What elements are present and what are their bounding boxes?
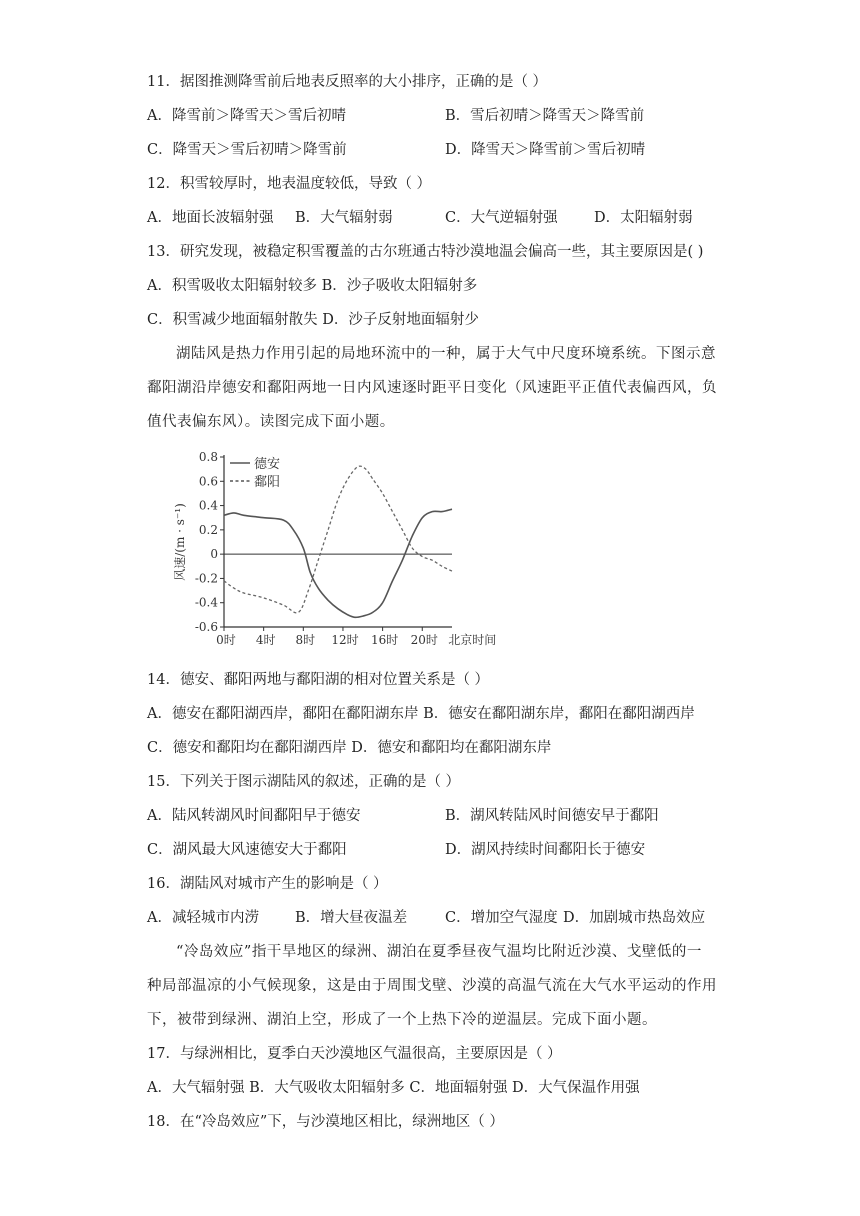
question-16-option-b: B．增大昼夜温差	[295, 910, 408, 926]
x-tick-label: 16时	[370, 633, 399, 647]
series-line-dean	[224, 509, 452, 617]
intro-paragraph-2-line-1: “冷岛效应”指干旱地区的绿洲、湖泊在夏季昼夜气温均比附近沙漠、戈壁低的一	[176, 944, 702, 960]
question-11-stem: 11．据图推测降雪前后地表反照率的大小排序，正确的是（ ）	[147, 74, 548, 90]
question-15-option-b: B．湖风转陆风时间德安早于鄱阳	[445, 808, 659, 824]
wind-speed-anomaly-chart	[160, 445, 520, 655]
intro-paragraph-1-line-3: 值代表偏东风）。读图完成下面小题。	[147, 414, 395, 430]
question-13-options-cd: C．积雪减少地面辐射散失 D．沙子反射地面辐射少	[147, 312, 479, 328]
question-18-stem: 18．在“冷岛效应”下，与沙漠地区相比，绿洲地区（ ）	[147, 1114, 504, 1130]
question-16-option-c: C．增加空气湿度	[445, 910, 558, 926]
y-tick-label: 0.2	[198, 522, 218, 537]
question-17-stem: 17．与绿洲相比，夏季白天沙漠地区气温很高，主要原因是（ ）	[147, 1046, 562, 1062]
y-tick-label: 0.6	[198, 474, 218, 489]
intro-paragraph-1-line-2: 鄱阳湖沿岸德安和鄱阳两地一日内风速逐时距平日变化（风速距平正值代表偏西风，负	[147, 380, 717, 396]
x-tick-label: 20时	[410, 633, 438, 647]
question-17-options: A．大气辐射强 B．大气吸收太阳辐射多 C．地面辐射强 D．大气保温作用强	[147, 1080, 640, 1096]
question-16-option-d: D．加剧城市热岛效应	[563, 910, 706, 926]
x-axis-label: 北京时间	[448, 633, 497, 647]
x-tick-label: 0时	[216, 633, 236, 647]
question-14-stem: 14．德安、鄱阳两地与鄱阳湖的相对位置关系是（ ）	[147, 672, 490, 688]
question-11-option-d: D．降雪天＞降雪前＞雪后初晴	[445, 142, 646, 158]
question-16-option-a: A．减轻城市内涝	[147, 910, 259, 926]
question-11-option-c: C．降雪天＞雪后初晴＞降雪前	[147, 142, 347, 158]
x-tick-label: 12时	[331, 633, 359, 647]
question-11-option-b: B．雪后初晴＞降雪天＞降雪前	[445, 108, 645, 124]
question-11-option-a: A．降雪前＞降雪天＞雪后初晴	[147, 108, 346, 124]
x-tick-label: 8时	[295, 633, 316, 647]
question-12-option-a: A．地面长波辐射强	[147, 210, 274, 226]
y-tick-label: 0	[210, 547, 218, 562]
y-tick-label: -0.4	[194, 595, 218, 610]
question-15-stem: 15．下列关于图示湖陆风的叙述，正确的是（ ）	[147, 774, 461, 790]
question-15-option-c: C．湖风最大风速德安大于鄱阳	[147, 842, 347, 858]
y-tick-label: 0.8	[198, 450, 218, 464]
question-12-option-c: C．大气逆辐射强	[445, 210, 558, 226]
question-13-stem: 13．研究发现，被稳定积雪覆盖的古尔班通古特沙漠地温会偏高一些，其主要原因是( )	[147, 244, 704, 260]
y-axis-label: 风速/(m · s⁻¹)	[173, 503, 187, 581]
intro-paragraph-1-line-1: 湖陆风是热力作用引起的局地环流中的一种，属于大气中尺度环境系统。下图示意	[176, 346, 716, 362]
legend-label: 鄱阳	[254, 475, 281, 490]
legend-label: 德安	[254, 457, 281, 472]
question-14-options-ab: A．德安在鄱阳湖西岸，鄱阳在鄱阳湖东岸 B．德安在鄱阳湖东岸，鄱阳在鄱阳湖西岸	[147, 706, 695, 722]
intro-paragraph-2-line-2: 种局部温凉的小气候现象，这是由于周围戈壁、沙漠的高温气流在大气水平运动的作用	[147, 978, 717, 994]
question-12-option-b: B．大气辐射弱	[295, 210, 393, 226]
question-12-option-d: D．太阳辐射弱	[594, 210, 693, 226]
question-15-option-a: A．陆风转湖风时间鄱阳早于德安	[147, 808, 361, 824]
question-16-stem: 16．湖陆风对城市产生的影响是（ ）	[147, 876, 388, 892]
question-14-options-cd: C．德安和鄱阳均在鄱阳湖西岸 D．德安和鄱阳均在鄱阳湖东岸	[147, 740, 552, 756]
y-tick-label: -0.2	[194, 571, 218, 586]
question-15-option-d: D．湖风持续时间鄱阳长于德安	[445, 842, 646, 858]
intro-paragraph-2-line-3: 下，被带到绿洲、湖泊上空，形成了一个上热下冷的逆温层。完成下面小题。	[147, 1012, 657, 1028]
question-12-stem: 12．积雪较厚时，地表温度较低，导致（ ）	[147, 176, 432, 192]
x-tick-label: 4时	[255, 633, 276, 647]
y-tick-label: -0.6	[194, 620, 218, 634]
y-tick-label: 0.4	[198, 498, 218, 513]
question-13-options-ab: A．积雪吸收太阳辐射较多 B．沙子吸收太阳辐射多	[147, 278, 478, 294]
